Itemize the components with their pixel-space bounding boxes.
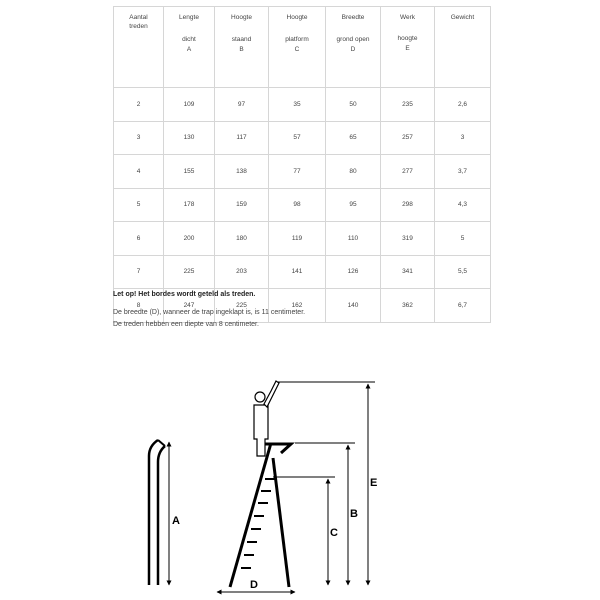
table-cell: 5,5 [435,255,491,289]
table-cell: 80 [326,155,381,189]
header-working-height: Werk hoogte E [381,7,435,88]
table-cell: 3,7 [435,155,491,189]
label-b: B [350,508,358,520]
table-cell: 247 [164,289,215,323]
header-length-closed: Lengte dicht A [164,7,215,88]
ladder-diagram-svg [113,336,408,598]
table-row [114,121,491,155]
table-cell: 77 [269,155,326,189]
table-cell: 3 [435,121,491,155]
table-cell: 2 [114,88,164,122]
table-cell: 117 [215,121,269,155]
standing-ladder [230,443,291,587]
table-cell: 5 [114,188,164,222]
dimension-b [348,445,358,585]
label-a: A [172,515,180,527]
table-cell: 126 [326,255,381,289]
dimension-a [169,442,180,585]
note-step-depth: De treden hebben een diepte van 8 centimeter. [113,321,259,328]
header-height-standing: Hoogte staand B [215,7,269,88]
table-cell: 138 [215,155,269,189]
table-cell: 97 [215,88,269,122]
table-cell: 362 [381,289,435,323]
table-cell: 200 [164,222,215,256]
table-cell: 6,7 [435,289,491,323]
table-cell: 57 [269,121,326,155]
table-cell: 140 [326,289,381,323]
dimension-c [328,479,338,585]
table-cell: 4,3 [435,188,491,222]
table-cell: 155 [164,155,215,189]
header-height-platform: Hoogte platform C [269,7,326,88]
dimension-d [217,579,295,592]
table-cell: 277 [381,155,435,189]
table-cell: 235 [381,88,435,122]
table-row [114,188,491,222]
table-cell: 95 [326,188,381,222]
note-folded-width: De breedte (D), wanneer de trap ingeklapt is, is 11 centimeter. [113,309,306,316]
table-cell: 119 [269,222,326,256]
specifications-table [113,6,491,323]
table-cell: 50 [326,88,381,122]
table-cell: 319 [381,222,435,256]
folded-ladder [149,440,165,585]
label-e: E [370,477,378,489]
warning-text: Let op! Het bordes wordt geteld als treden. [113,291,256,298]
table-cell: 159 [215,188,269,222]
table-cell: 162 [269,289,326,323]
header-weight: Gewicht [435,7,491,88]
table-cell: 257 [381,121,435,155]
table-cell: 98 [269,188,326,222]
table-cell: 110 [326,222,381,256]
header-width-open: Breedte grond open D [326,7,381,88]
table-cell: 7 [114,255,164,289]
table-row [114,155,491,189]
table-cell: 5 [435,222,491,256]
table-row [114,222,491,256]
label-c: C [330,527,338,539]
table-cell: 178 [164,188,215,222]
label-d: D [250,579,258,591]
table-cell: 130 [164,121,215,155]
header-steps: Aantal treden [114,7,164,88]
table-cell: 341 [381,255,435,289]
table-row [114,88,491,122]
table-cell: 225 [215,289,269,323]
table-cell: 203 [215,255,269,289]
table-cell: 298 [381,188,435,222]
table-cell: 8 [114,289,164,323]
table-cell: 4 [114,155,164,189]
table-header-row [114,7,491,88]
table-cell: 65 [326,121,381,155]
dimension-e [368,384,377,585]
table-cell: 2,6 [435,88,491,122]
table-cell: 3 [114,121,164,155]
table-cell: 109 [164,88,215,122]
table-cell: 180 [215,222,269,256]
table-cell: 141 [269,255,326,289]
table-cell: 6 [114,222,164,256]
table-cell: 35 [269,88,326,122]
table-row [114,255,491,289]
ladder-dimension-diagram [113,336,408,598]
table-cell: 225 [164,255,215,289]
